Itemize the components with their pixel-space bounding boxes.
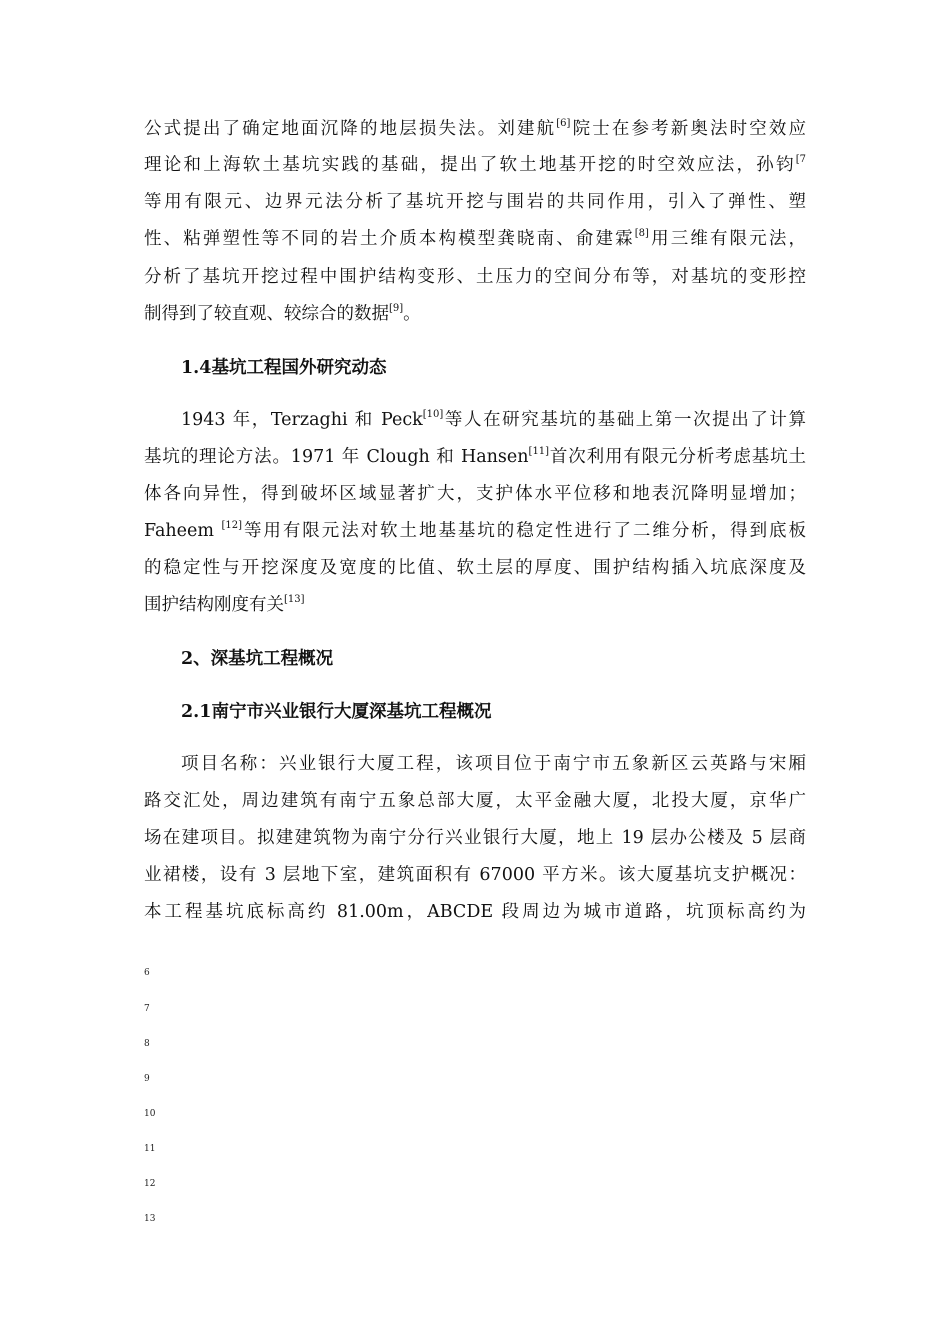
citation-ref[interactable]: [11]	[528, 446, 550, 457]
text-line: 制得到了较直观、较综合的数据[9]。	[144, 303, 421, 324]
text-line: 基坑的理论方法。1971 年 Clough 和 Hansen[11]首次利用有限元分析考虑基坑土	[144, 446, 806, 467]
text-line: 业裙楼，设有 3 层地下室，建筑面积有 67000 平方米。该大厦基坑支护概况：	[144, 865, 806, 885]
footnote-number: 12	[144, 1179, 156, 1189]
footnote-number: 11	[144, 1144, 156, 1154]
citation-ref[interactable]: [12]	[221, 520, 243, 531]
text-line: 项目名称：兴业银行大厦工程，该项目位于南宁市五象新区云英路与宋厢	[181, 754, 806, 774]
text-line: 等用有限元、边界元法分析了基坑开挖与围岩的共同作用，引入了弹性、塑	[144, 192, 806, 212]
footnote-number: 13	[144, 1214, 156, 1224]
text-line: 分析了基坑开挖过程中围护结构变形、土压力的空间分布等，对基坑的变形控	[144, 267, 806, 287]
section-heading: 2、深基坑工程概况	[181, 649, 334, 669]
citation-ref[interactable]: [9]	[389, 303, 404, 314]
text-line: 性、粘弹塑性等不同的岩土介质本构模型龚晓南、俞建霖[8]用三维有限元法，	[144, 228, 807, 249]
footnote-number: 8	[144, 1039, 150, 1049]
text-line: 场在建项目。拟建建筑物为南宁分行兴业银行大厦，地上 19 层办公楼及 5 层商	[144, 828, 806, 848]
footnote-number: 7	[144, 1004, 150, 1014]
citation-ref[interactable]: [6]	[556, 118, 571, 129]
footnote-number: 9	[144, 1074, 150, 1084]
footnote-number: 10	[144, 1109, 156, 1119]
text-line: 公式提出了确定地面沉降的地层损失法。刘建航[6]院士在参考新奥法时空效应	[144, 118, 807, 139]
text-line: Faheem [12]等用有限元法对软土地基基坑的稳定性进行了二维分析，得到底板	[144, 520, 807, 541]
text-line: 的稳定性与开挖深度及宽度的比值、软土层的厚度、围护结构插入坑底深度及	[144, 558, 806, 578]
text-line: 围护结构刚度有关[13]	[144, 594, 305, 615]
subsection-heading: 2.1南宁市兴业银行大厦深基坑工程概况	[181, 702, 492, 722]
text-line: 理论和上海软土基坑实践的基础，提出了软土地基开挖的时空效应法，孙钧$^{[7}$	[144, 154, 806, 175]
citation-ref[interactable]: [7	[795, 154, 806, 165]
section-heading: 1.4基坑工程国外研究动态	[181, 358, 387, 378]
text-line: 本工程基坑底标高约 81.00m，ABCDE 段周边为城市道路，坑顶标高约为	[144, 902, 806, 922]
text-line: 路交汇处，周边建筑有南宁五象总部大厦，太平金融大厦，北投大厦，京华广	[144, 791, 806, 811]
citation-ref[interactable]: [10]	[422, 409, 444, 420]
citation-ref[interactable]: [8]	[634, 228, 649, 239]
citation-ref[interactable]: [13]	[284, 594, 305, 605]
text-line: 1943 年，Terzaghi 和 Peck[10]等人在研究基坑的基础上第一次提出了计算	[181, 409, 807, 430]
footnote-number: 6	[144, 968, 150, 978]
text-line: 体各向异性，得到破坏区域显著扩大，支护体水平位移和地表沉降明显增加；	[144, 484, 806, 504]
